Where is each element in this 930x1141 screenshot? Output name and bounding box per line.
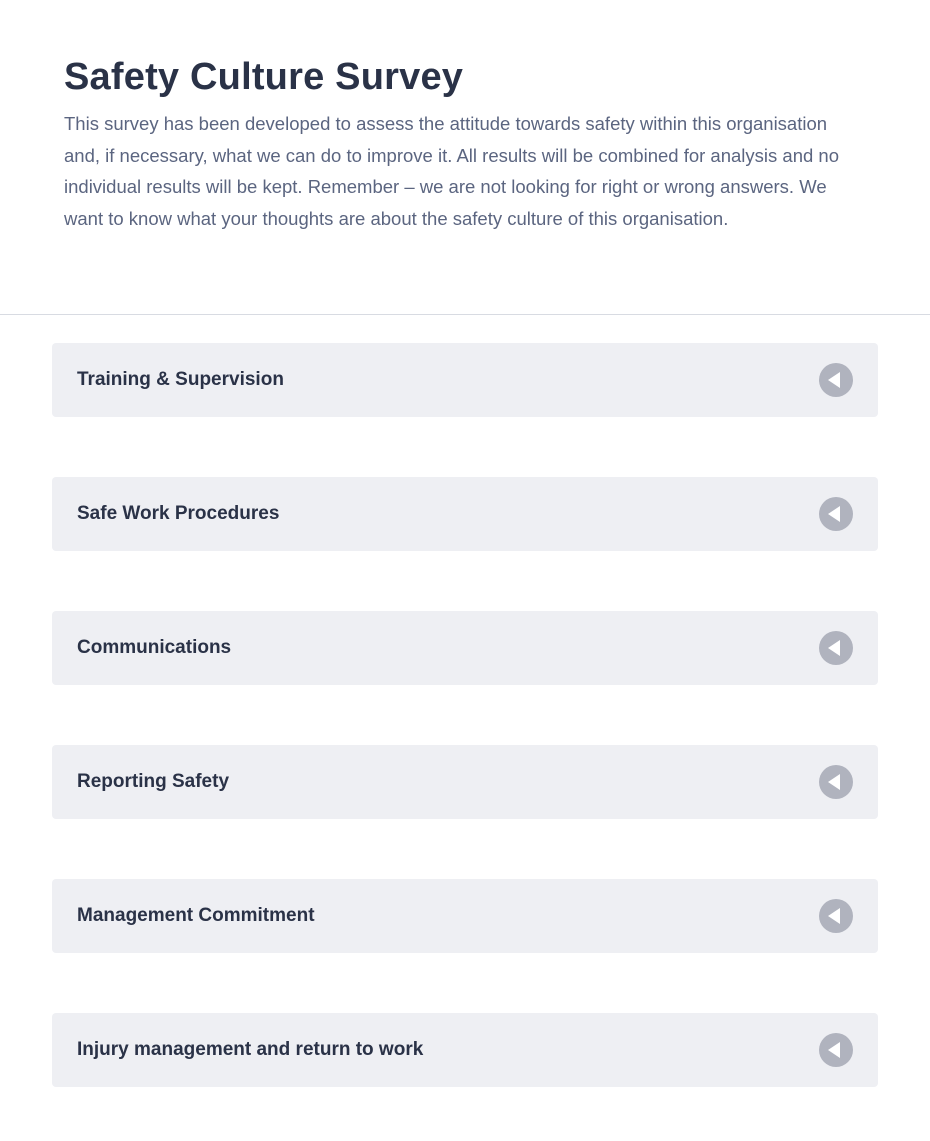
survey-description: This survey has been developed to assess the attitude towards safety within this organisation and, if necessary, what we can do to improve it. All results will be combined for analysis and no individual results will be kept. Remember – we are not looking for right or wrong answers. We want to know what your thoughts are about the safety culture of this organisation. [64,113,839,229]
section-title: Reporting Safety [77,771,230,792]
section-list [0,315,930,1087]
collapse-arrow-icon[interactable] [819,899,853,933]
section-title: Injury management and return to work [77,1039,424,1060]
section-title: Communications [77,637,232,658]
collapse-arrow-icon[interactable] [819,765,853,799]
section-title: Management Commitment [77,905,315,926]
section-management-commitment[interactable] [52,879,878,953]
section-safe-work-procedures[interactable] [52,477,878,551]
section-training-supervision[interactable] [52,343,878,417]
survey-header [0,0,930,315]
collapse-arrow-icon[interactable] [819,363,853,397]
section-injury-management[interactable] [52,1013,878,1087]
collapse-arrow-icon[interactable] [819,1033,853,1067]
section-title: Safe Work Procedures [77,503,280,524]
section-title: Training & Supervision [77,369,284,390]
collapse-arrow-icon[interactable] [819,497,853,531]
page-title: Safety Culture Survey [64,56,464,98]
section-reporting-safety[interactable] [52,745,878,819]
section-communications[interactable] [52,611,878,685]
collapse-arrow-icon[interactable] [819,631,853,665]
